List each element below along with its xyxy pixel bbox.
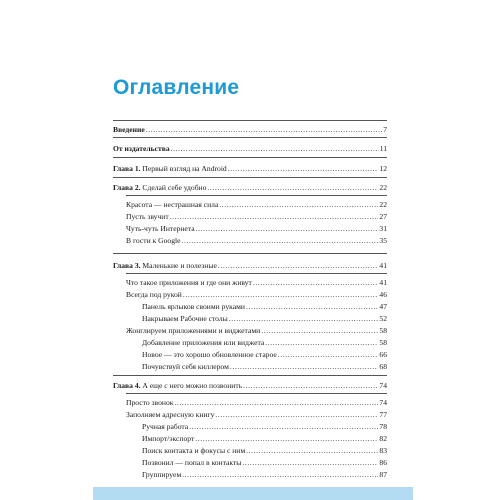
divider bbox=[113, 375, 387, 376]
entry-page: 77 bbox=[379, 410, 387, 419]
toc-entry-subsection[interactable] bbox=[142, 349, 387, 360]
toc-entry-section[interactable] bbox=[126, 397, 387, 408]
entry-page: 41 bbox=[379, 261, 387, 270]
entry-page: 22 bbox=[379, 183, 387, 192]
entry-page: 86 bbox=[379, 458, 387, 467]
entry-title: Пусть звучит bbox=[126, 212, 169, 221]
leader-dots bbox=[174, 397, 378, 408]
entry-page: 82 bbox=[379, 434, 387, 443]
toc-entry-section[interactable] bbox=[126, 289, 387, 300]
chapter-number: Глава 4. bbox=[113, 381, 141, 390]
leader-dots bbox=[170, 211, 379, 222]
entry-title: В гости к Google bbox=[126, 236, 181, 245]
entry-page: 87 bbox=[379, 470, 387, 479]
leader-dots bbox=[246, 301, 378, 312]
entry-title: Жонглируем приложениями и виджетами bbox=[126, 326, 261, 335]
chapter-number: Глава 3. bbox=[113, 261, 141, 270]
leader-dots bbox=[218, 260, 379, 271]
leader-dots bbox=[243, 380, 378, 391]
entry-title: Группируем bbox=[142, 470, 182, 479]
leader-dots bbox=[183, 289, 379, 300]
entry-title: Импорт/экспорт bbox=[142, 434, 195, 443]
chapter-number: Глава 2. bbox=[113, 183, 141, 192]
entry-title: Что такое приложения и где они живут bbox=[126, 278, 252, 287]
leader-dots bbox=[146, 124, 382, 135]
leader-dots bbox=[195, 433, 378, 444]
entry-page: 7 bbox=[383, 125, 387, 134]
toc-entry-section[interactable] bbox=[126, 235, 387, 246]
entry-title: Новое — это хорошо обновленное старое bbox=[142, 350, 277, 359]
entry-page: 22 bbox=[379, 200, 387, 209]
leader-dots bbox=[228, 163, 379, 174]
entry-title: Почувствуй себя киллером bbox=[142, 362, 229, 371]
page-title: Оглавление bbox=[113, 76, 240, 99]
leader-dots bbox=[278, 349, 379, 360]
divider bbox=[126, 273, 387, 274]
toc-entry-chapter-2[interactable] bbox=[113, 182, 387, 193]
entry-title: От издательства bbox=[113, 144, 170, 153]
chapter-number: Глава 1. bbox=[113, 164, 141, 173]
leader-dots bbox=[242, 457, 378, 468]
leader-dots bbox=[229, 313, 379, 324]
leader-dots bbox=[265, 337, 378, 348]
entry-title: Позвонил — попал в контакты bbox=[142, 458, 242, 467]
entry-page: 74 bbox=[379, 398, 387, 407]
toc-entry-section[interactable] bbox=[126, 223, 387, 234]
leader-dots bbox=[181, 235, 378, 246]
entry-title: Первый взгляд на Android bbox=[140, 164, 227, 173]
divider bbox=[113, 157, 387, 158]
entry-page: 66 bbox=[379, 350, 387, 359]
entry-page: 58 bbox=[379, 326, 387, 335]
entry-page: 83 bbox=[379, 446, 387, 455]
entry-title: А еще с него можно позвонить bbox=[140, 381, 243, 390]
entry-title: Чуть-чуть Интернета bbox=[126, 224, 195, 233]
entry-page: 12 bbox=[379, 164, 387, 173]
toc-entry-subsection[interactable] bbox=[142, 421, 387, 432]
entry-page: 41 bbox=[379, 278, 387, 287]
divider bbox=[126, 393, 387, 394]
decorative-bottom-band bbox=[93, 487, 413, 500]
toc-entry-publisher[interactable] bbox=[113, 143, 387, 154]
entry-page: 58 bbox=[379, 338, 387, 347]
entry-title: Ручная работа bbox=[142, 422, 189, 431]
divider bbox=[126, 195, 387, 196]
entry-title: Поиск контакта и фокусы с ним bbox=[142, 446, 246, 455]
leader-dots bbox=[219, 199, 378, 210]
entry-title: Просто звонок bbox=[126, 398, 174, 407]
toc-entry-chapter-1[interactable] bbox=[113, 163, 387, 174]
toc-entry-chapter-3[interactable] bbox=[113, 260, 387, 271]
leader-dots bbox=[230, 361, 379, 372]
entry-title: Красота — нестрашная сила bbox=[126, 200, 219, 209]
toc-entry-subsection[interactable] bbox=[142, 433, 387, 444]
entry-title: Всегда под рукой bbox=[126, 290, 182, 299]
entry-page: 52 bbox=[379, 314, 387, 323]
divider bbox=[113, 177, 387, 178]
leader-dots bbox=[261, 325, 378, 336]
entry-page: 47 bbox=[379, 302, 387, 311]
entry-title: Маленькие и полезные bbox=[140, 261, 217, 270]
entry-page: 78 bbox=[379, 422, 387, 431]
toc-entry-subsection[interactable] bbox=[142, 445, 387, 456]
toc-entry-section[interactable] bbox=[126, 409, 387, 420]
leader-dots bbox=[246, 445, 378, 456]
leader-dots bbox=[196, 223, 379, 234]
toc-entry-subsection[interactable] bbox=[142, 313, 387, 324]
toc-entry-section[interactable] bbox=[126, 199, 387, 210]
entry-page: 35 bbox=[379, 236, 387, 245]
toc-entry-chapter-4[interactable] bbox=[113, 380, 387, 391]
leader-dots bbox=[171, 143, 379, 154]
divider bbox=[113, 253, 387, 254]
divider bbox=[113, 120, 387, 121]
entry-page: 68 bbox=[379, 362, 387, 371]
entry-title: Сделай себе удобно bbox=[140, 183, 207, 192]
toc-entry-subsection[interactable] bbox=[142, 457, 387, 468]
entry-page: 46 bbox=[379, 290, 387, 299]
toc-entry-subsection[interactable] bbox=[142, 301, 387, 312]
toc-entry-section[interactable] bbox=[126, 325, 387, 336]
entry-page: 11 bbox=[379, 144, 387, 153]
leader-dots bbox=[215, 409, 378, 420]
toc-entry-subsection[interactable] bbox=[142, 361, 387, 372]
entry-page: 31 bbox=[379, 224, 387, 233]
toc-entry-subsection[interactable] bbox=[142, 337, 387, 348]
leader-dots bbox=[182, 469, 378, 480]
entry-title: Накрываем Рабочие столы bbox=[142, 314, 228, 323]
entry-page: 74 bbox=[379, 381, 387, 390]
entry-title: Введение bbox=[113, 125, 145, 134]
entry-title: Панель ярлыков своими руками bbox=[142, 302, 245, 311]
leader-dots bbox=[253, 277, 379, 288]
toc-entry-section[interactable] bbox=[126, 211, 387, 222]
entry-page: 27 bbox=[379, 212, 387, 221]
toc-entry-intro[interactable] bbox=[113, 124, 387, 135]
entry-title: Заполняем адресную книгу bbox=[126, 410, 215, 419]
divider bbox=[113, 137, 387, 138]
entry-title: Добавление приложения или виджета bbox=[142, 338, 265, 347]
toc-entry-subsection[interactable] bbox=[142, 469, 387, 480]
leader-dots bbox=[207, 182, 378, 193]
toc-entry-section[interactable] bbox=[126, 277, 387, 288]
leader-dots bbox=[189, 421, 378, 432]
